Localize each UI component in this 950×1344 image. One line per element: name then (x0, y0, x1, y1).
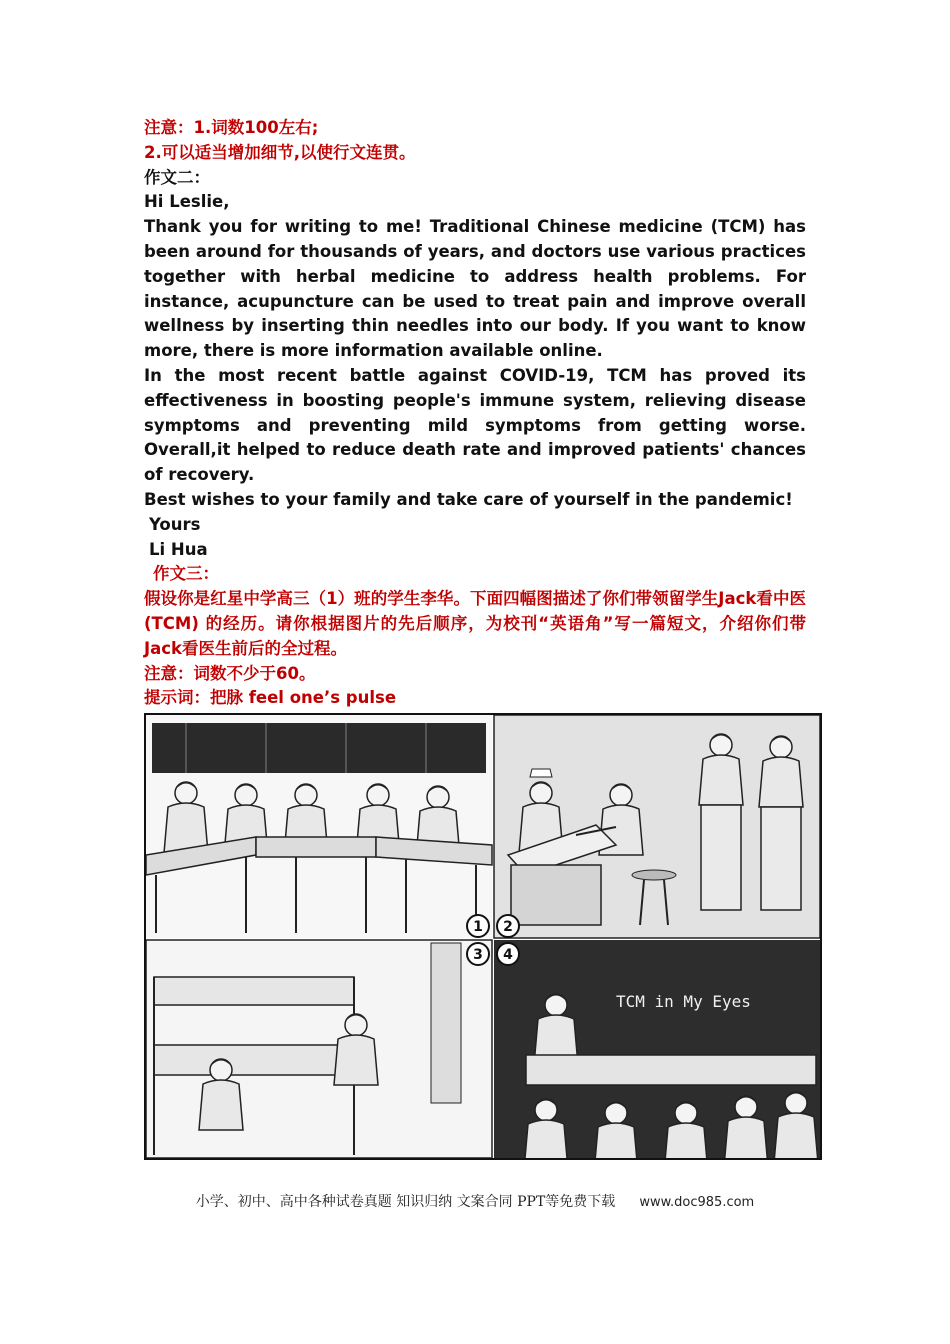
text-block (144, 116, 806, 711)
letter-paragraph-2: In the most recent battle against COVID-19, TCM has proved its effectiveness in boosting people's immune system, relieving disease symptoms and preventing mild symptoms from getting worse. Overall,it helped to reduce death rate and improved patients' chances of recovery. (144, 365, 806, 485)
panel-1-classroom (146, 715, 492, 938)
letter-paragraph-1: Thank you for writing to me! Traditional Chinese medicine (TCM) has been around for thousands of years, and doctors use various practices together with herbal medicine to address health problems. For instance, acupuncture can be used to treat pain and improve overall wellness by inserting thin needles into our body. If you want to know more, there is more information available online. (144, 217, 806, 361)
panel-3-dormitory (146, 940, 492, 1158)
essay3-hint: 提示词：把脉 feel one’s pulse (144, 688, 397, 708)
essay3-prompt: 假设你是红星中学高三（1）班的学生李华。下面四幅图描述了你们带领留学生Jack看中医(TCM) 的经历。请你根据图片的先后顺序，为校刊“英语角”写一篇短文，介绍你们带Jack看医生前后的全过程。 (144, 589, 806, 658)
letter-closing: Best wishes to your family and take care of yourself in the pandemic! (144, 489, 793, 509)
essay3-note: 注意：词数不少于60。 (144, 663, 316, 683)
panel-2-doctor-visit (494, 715, 820, 938)
panel-label-2: 2 (503, 919, 513, 935)
letter-signoff: Yours (149, 514, 201, 534)
letter-signature: Li Hua (149, 539, 208, 559)
blackboard-text: TCM in My Eyes (616, 992, 751, 1011)
panel-label-1: 1 (473, 919, 483, 935)
footer-url: www.doc985.com (639, 1195, 755, 1210)
note-line-1: 注意：1.词数100左右; (144, 118, 319, 137)
page-footer (0, 1191, 950, 1211)
footer-text: 小学、初中、高中各种试卷真题 知识归纳 文案合同 PPT等免费下载 (195, 1194, 616, 1210)
panel-label-3: 3 (473, 947, 483, 963)
note-line-2: 2.可以适当增加细节,以使行文连贯。 (144, 142, 416, 162)
letter-greeting: Hi Leslie, (144, 192, 230, 212)
essay2-heading: 作文二： (144, 167, 210, 187)
essay3-heading: 作文三： (153, 564, 219, 584)
four-panel-illustration (144, 713, 822, 1160)
panel-4-presentation (494, 940, 820, 1158)
panel-label-4: 4 (503, 947, 513, 963)
